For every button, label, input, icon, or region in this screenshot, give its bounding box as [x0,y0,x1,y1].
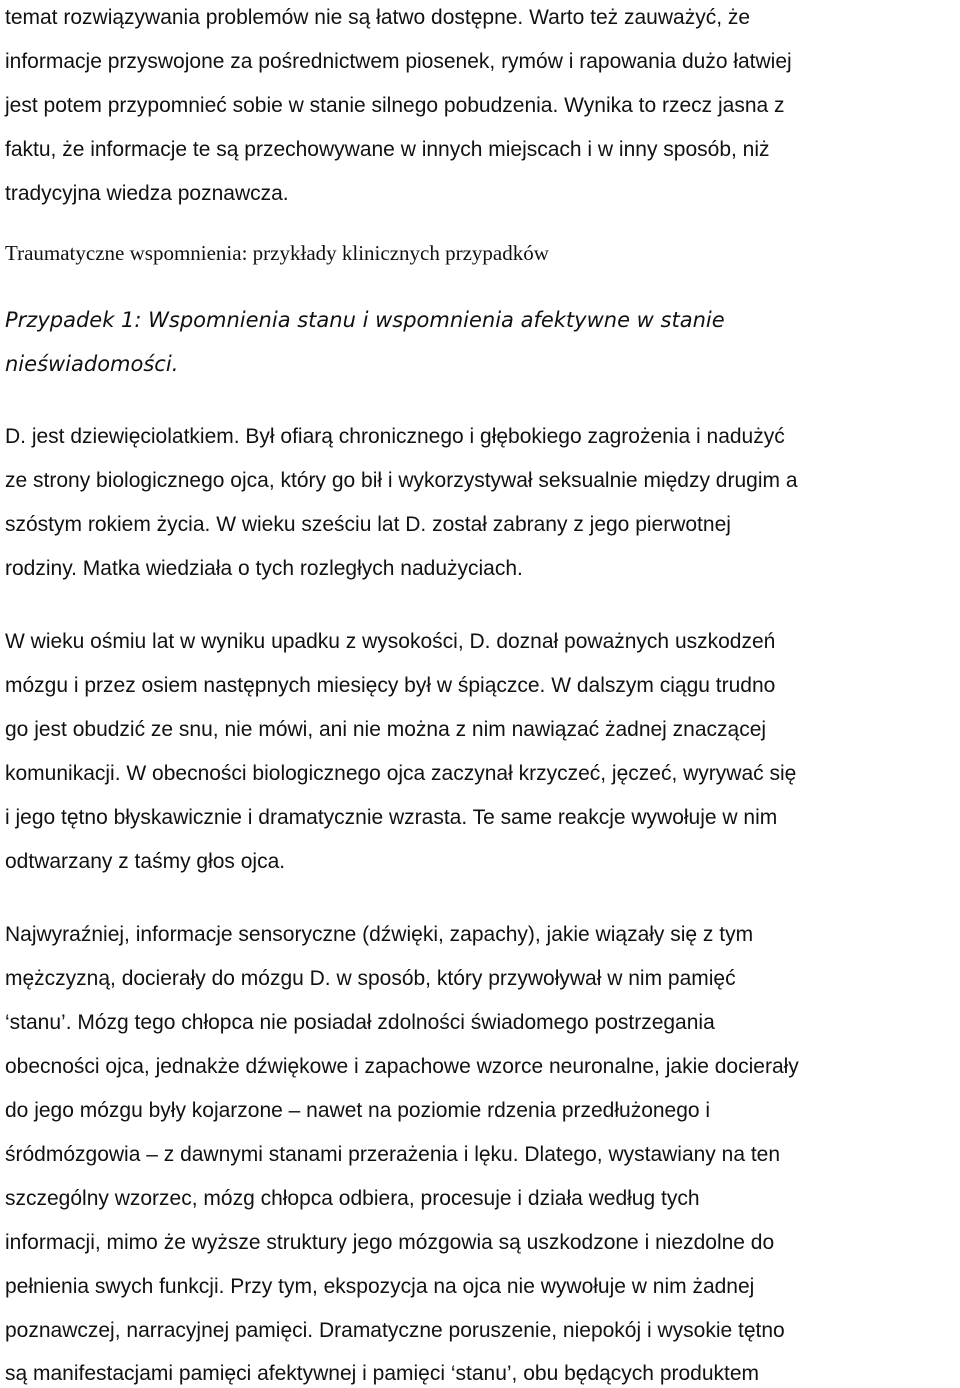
text-line: go jest obudzić ze snu, nie mówi, ani nie można z nim nawiązać żadnej znaczącej [5,718,767,741]
case-heading-line: nieświadomości. [5,352,179,376]
text-line: ‘stanu’. Mózg tego chłopca nie posiadał zdolności świadomego postrzegania [5,1011,715,1034]
text-line: tradycyjna wiedza poznawcza. [5,182,289,205]
text-line: jest potem przypomnieć sobie w stanie silnego pobudzenia. Wynika to rzecz jasna z [5,94,785,117]
section-heading: Traumatyczne wspomnienia: przykłady klinicznych przypadków [5,241,549,265]
text-line: faktu, że informacje te są przechowywane w innych miejscach i w inny sposób, niż [5,138,770,161]
text-line: są manifestacjami pamięci afektywnej i pamięci ‘stanu’, obu będących produktem [5,1362,760,1385]
text-line: D. jest dziewięciolatkiem. Był ofiarą chronicznego i głębokiego zagrożenia i nadużyć [5,425,785,448]
text-line: szczególny wzorzec, mózg chłopca odbiera, procesuje i działa według tych [5,1187,700,1210]
text-line: temat rozwiązywania problemów nie są łatwo dostępne. Warto też zauważyć, że [5,6,751,29]
text-line: śródmózgowia – z dawnymi stanami przerażenia i lęku. Dlatego, wystawiany na ten [5,1143,781,1166]
text-line: do jego mózgu były kojarzone – nawet na poziomie rdzenia przedłużonego i [5,1099,711,1122]
text-line: odtwarzany z taśmy głos ojca. [5,850,286,873]
text-line: W wieku ośmiu lat w wyniku upadku z wysokości, D. doznał poważnych uszkodzeń [5,630,776,653]
text-line: mózgu i przez osiem następnych miesięcy był w śpiączce. W dalszym ciągu trudno [5,674,776,697]
text-line: i jego tętno błyskawicznie i dramatycznie wzrasta. Te same reakcje wywołuje w nim [5,806,778,829]
text-line: rodziny. Matka wiedziała o tych rozległych nadużyciach. [5,557,523,580]
text-line: szóstym rokiem życia. W wieku sześciu lat D. został zabrany z jego pierwotnej [5,513,731,536]
text-line: poznawczej, narracyjnej pamięci. Dramatyczne poruszenie, niepokój i wysokie tętno [5,1319,785,1342]
text-line: informacji, mimo że wyższe struktury jego mózgowia są uszkodzone i niezdolne do [5,1231,775,1254]
text-line: mężczyzną, docierały do mózgu D. w sposób, który przywoływał w nim pamięć [5,967,736,990]
case-heading-line: Przypadek 1: Wspomnienia stanu i wspomnienia afektywne w stanie [5,308,725,332]
text-line: obecności ojca, jednakże dźwiękowe i zapachowe wzorce neuronalne, jakie docierały [5,1055,799,1078]
text-line: ze strony biologicznego ojca, który go bił i wykorzystywał seksualnie między drugim a [5,469,798,492]
text-line: komunikacji. W obecności biologicznego ojca zaczynał krzyczeć, jęczeć, wyrywać się [5,762,797,785]
text-line: pełnienia swych funkcji. Przy tym, ekspozycja na ojca nie wywołuje w nim żadnej [5,1275,755,1298]
text-line: informacje przyswojone za pośrednictwem piosenek, rymów i rapowania dużo łatwiej [5,50,792,73]
text-line: Najwyraźniej, informacje sensoryczne (dźwięki, zapachy), jakie wiązały się z tym [5,923,754,946]
